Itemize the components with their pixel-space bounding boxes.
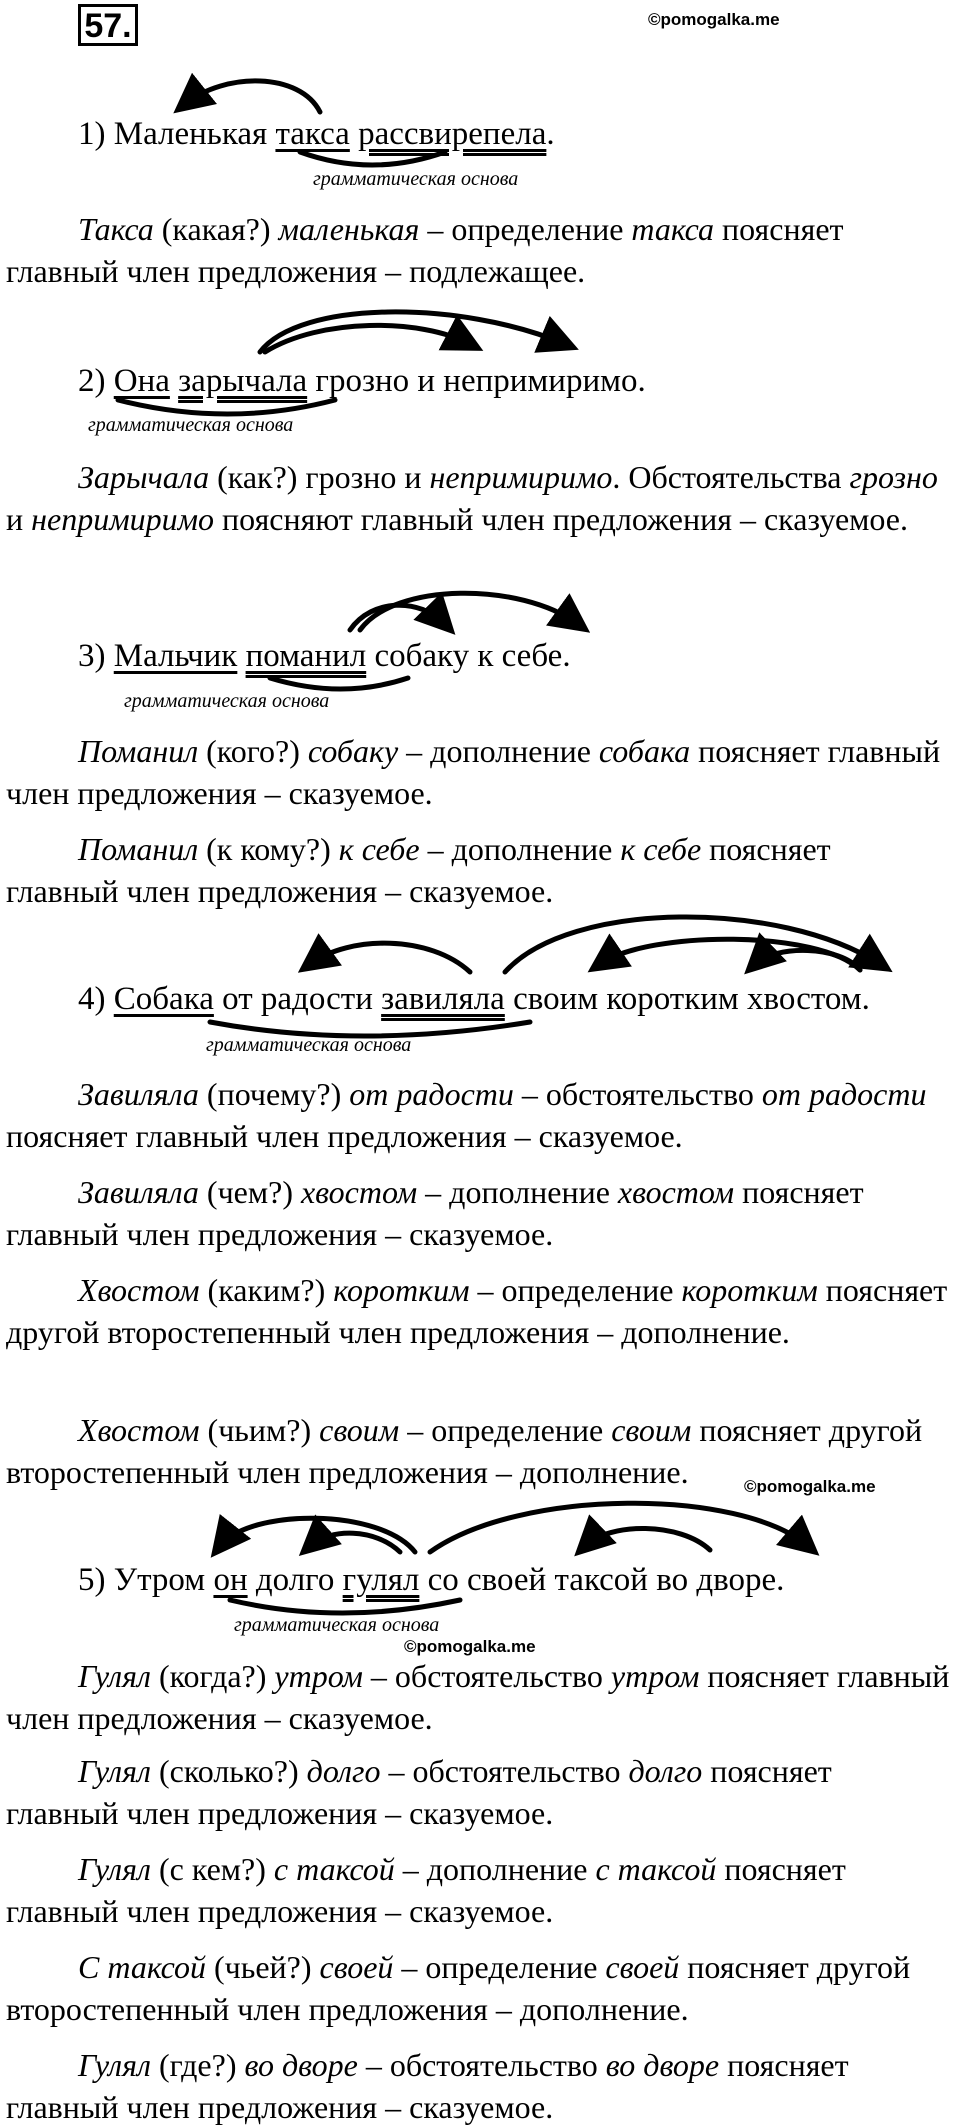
subject: Собака: [113, 981, 214, 1017]
subject: Она: [113, 363, 170, 399]
exercise-number: 57.: [78, 4, 138, 46]
grammar-basis-label: грамматическая основа: [206, 1034, 412, 1056]
arrow: [265, 325, 470, 352]
explanation-2: Зарычала (как?) грозно и непримиримо. Обстоятельства грозно и непримиримо поясняют главный член предложения – сказуемое.: [6, 459, 938, 537]
subject: он: [213, 1562, 248, 1598]
arrow: [585, 1528, 710, 1550]
explanation-4c: Хвостом (каким?) коротким – определение коротким поясняет другой второстепенный член предложения – дополнение.: [6, 1272, 948, 1350]
grammar-basis-label: грамматическая основа: [88, 414, 294, 436]
arrow: [360, 593, 578, 630]
explanation-5b: Гулял (сколько?) долго – обстоятельство долго поясняет главный член предложения – сказуемое.: [6, 1753, 832, 1831]
predicate: рассвирепела: [358, 116, 547, 152]
sentence-4: 4) Собака от радости завиляла своим коротким хвостом.: [78, 981, 870, 1017]
sentence-3: 3) Мальчик поманил собаку к себе.: [78, 638, 571, 674]
arrow: [260, 312, 565, 352]
explanation-3a: Поманил (кого?) собаку – дополнение собака поясняет главный член предложения – сказуемое.: [6, 733, 941, 811]
watermark: ©pomogalka.me: [744, 1477, 876, 1496]
grammar-bracket: [118, 400, 335, 414]
arrow: [185, 81, 320, 112]
explanation-4a: Завиляла (почему?) от радости – обстоятельство от радости поясняет главный член предложения – сказуемое.: [6, 1076, 927, 1154]
explanation-5e: Гулял (где?) во дворе – обстоятельство во дворе поясняет главный член предложения – сказуемое.: [6, 2047, 849, 2125]
subject: такса: [275, 116, 350, 152]
arrow: [755, 950, 860, 970]
sentence-2: 2) Она зарычала грозно и непримиримо.: [78, 363, 646, 399]
watermark: ©pomogalka.me: [648, 10, 780, 29]
arrow: [430, 1503, 808, 1552]
explanation-5a: Гулял (когда?) утром – обстоятельство утром поясняет главный член предложения – сказуемое.: [6, 1658, 950, 1736]
predicate: гулял: [342, 1562, 420, 1598]
arrow: [600, 939, 860, 970]
arrow: [310, 1533, 400, 1552]
explanation-5c: Гулял (с кем?) с таксой – дополнение с таксой поясняет главный член предложения – сказуемое.: [6, 1851, 846, 1929]
sentence-1: 1) Маленькая такса рассвирепела.: [78, 116, 555, 152]
grammar-basis-label: грамматическая основа: [234, 1614, 440, 1636]
explanation-5d: С таксой (чьей?) своей – определение своей поясняет другой второстепенный член предложения – дополнение.: [6, 1949, 911, 2027]
explanation-4d: Хвостом (чьим?) своим – определение своим поясняет другой второстепенный член предложения – дополнение.: [6, 1412, 923, 1490]
arrow: [505, 917, 880, 972]
arrow: [350, 605, 445, 630]
subject: Мальчик: [113, 638, 238, 674]
predicate: зарычала: [178, 363, 308, 399]
explanation-3b: Поманил (к кому?) к себе – дополнение к себе поясняет главный член предложения – сказуемое.: [6, 831, 831, 909]
watermark: ©pomogalka.me: [404, 1637, 536, 1656]
sentence-5: 5) Утром он долго гулял со своей таксой во дворе.: [78, 1562, 785, 1598]
grammar-bracket: [230, 1600, 460, 1613]
predicate: поманил: [245, 638, 367, 674]
explanation-1: Такса (какая?) маленькая – определение такса поясняет главный член предложения – подлежащее.: [6, 211, 844, 289]
predicate: завиляла: [381, 981, 505, 1017]
arrow: [220, 1518, 415, 1552]
grammar-basis-label: грамматическая основа: [313, 168, 519, 190]
arrow: [310, 943, 470, 972]
grammar-basis-label: грамматическая основа: [124, 690, 330, 712]
grammar-bracket: [270, 678, 408, 689]
explanation-4b: Завиляла (чем?) хвостом – дополнение хвостом поясняет главный член предложения – сказуемое.: [6, 1174, 864, 1252]
